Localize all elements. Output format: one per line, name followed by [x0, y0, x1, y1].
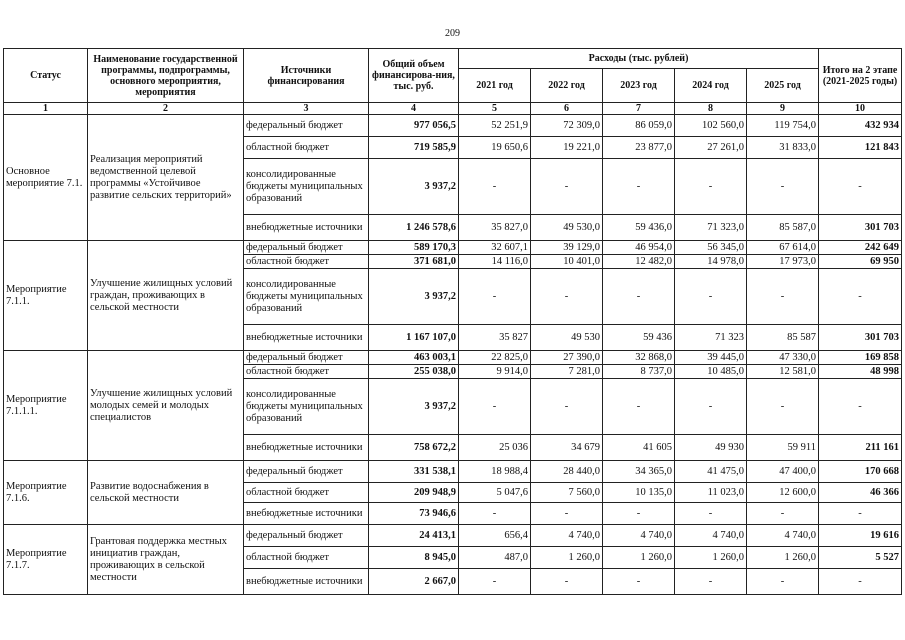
column-number: 5 [459, 103, 531, 115]
itogo-cell: 170 668 [819, 461, 902, 483]
column-number: 4 [369, 103, 459, 115]
program-name-cell: Улучшение жилищных условий молодых семей и молодых специалистов [88, 351, 244, 461]
column-number: 2 [88, 103, 244, 115]
source-cell: федеральный бюджет [244, 461, 369, 483]
year-value-cell: 4 740,0 [675, 525, 747, 547]
column-number: 1 [4, 103, 88, 115]
total-cell: 977 056,5 [369, 115, 459, 137]
source-cell: областной бюджет [244, 255, 369, 269]
year-value-cell: 11 023,0 [675, 483, 747, 503]
status-cell: Мероприятие 7.1.1.1. [4, 351, 88, 461]
year-value-cell: - [459, 569, 531, 595]
year-value-cell: - [531, 269, 603, 325]
year-value-cell: 1 260,0 [531, 547, 603, 569]
year-value-cell: - [459, 503, 531, 525]
year-value-cell: 31 833,0 [747, 137, 819, 159]
year-value-cell: - [747, 569, 819, 595]
table-row [4, 461, 902, 483]
year-value-cell: 4 740,0 [747, 525, 819, 547]
source-cell: внебюджетные источники [244, 435, 369, 461]
year-value-cell: 59 436,0 [603, 215, 675, 241]
year-value-cell: 49 530,0 [531, 215, 603, 241]
total-cell: 8 945,0 [369, 547, 459, 569]
year-value-cell: 71 323 [675, 325, 747, 351]
year-value-cell: - [675, 503, 747, 525]
table-row [4, 525, 902, 547]
header-itogo: Итого на 2 этапе (2021-2025 годы) [819, 49, 902, 103]
year-value-cell: 39 445,0 [675, 351, 747, 365]
itogo-cell: - [819, 269, 902, 325]
total-cell: 255 038,0 [369, 365, 459, 379]
year-value-cell: 32 868,0 [603, 351, 675, 365]
itogo-cell: - [819, 503, 902, 525]
year-value-cell: - [603, 269, 675, 325]
financing-table [3, 48, 902, 595]
itogo-cell: 432 934 [819, 115, 902, 137]
year-value-cell: - [603, 159, 675, 215]
year-value-cell: 18 988,4 [459, 461, 531, 483]
year-value-cell: 59 911 [747, 435, 819, 461]
column-number: 6 [531, 103, 603, 115]
year-value-cell: 71 323,0 [675, 215, 747, 241]
column-number: 9 [747, 103, 819, 115]
total-cell: 371 681,0 [369, 255, 459, 269]
year-value-cell: 49 930 [675, 435, 747, 461]
year-value-cell: 49 530 [531, 325, 603, 351]
year-value-cell: 19 650,6 [459, 137, 531, 159]
program-name-cell: Развитие водоснабжения в сельской местности [88, 461, 244, 525]
total-cell: 719 585,9 [369, 137, 459, 159]
itogo-cell: 19 616 [819, 525, 902, 547]
source-cell: областной бюджет [244, 137, 369, 159]
year-value-cell: 35 827 [459, 325, 531, 351]
year-value-cell: 10 401,0 [531, 255, 603, 269]
total-cell: 1 246 578,6 [369, 215, 459, 241]
itogo-cell: 121 843 [819, 137, 902, 159]
year-value-cell: - [459, 159, 531, 215]
year-value-cell: 10 485,0 [675, 365, 747, 379]
year-value-cell: 86 059,0 [603, 115, 675, 137]
source-cell: федеральный бюджет [244, 351, 369, 365]
total-cell: 73 946,6 [369, 503, 459, 525]
year-value-cell: 46 954,0 [603, 241, 675, 255]
itogo-cell: 242 649 [819, 241, 902, 255]
total-cell: 3 937,2 [369, 379, 459, 435]
year-value-cell: 47 400,0 [747, 461, 819, 483]
year-value-cell: 14 116,0 [459, 255, 531, 269]
itogo-cell: 48 998 [819, 365, 902, 379]
year-value-cell: 85 587,0 [747, 215, 819, 241]
column-number: 7 [603, 103, 675, 115]
itogo-cell: 211 161 [819, 435, 902, 461]
year-value-cell: 41 475,0 [675, 461, 747, 483]
year-value-cell: 7 281,0 [531, 365, 603, 379]
year-value-cell: 102 560,0 [675, 115, 747, 137]
total-cell: 3 937,2 [369, 269, 459, 325]
year-value-cell: - [531, 503, 603, 525]
source-cell: внебюджетные источники [244, 215, 369, 241]
header-total: Общий объем финансирова-ния, тыс. руб. [369, 49, 459, 103]
source-cell: внебюджетные источники [244, 569, 369, 595]
total-cell: 1 167 107,0 [369, 325, 459, 351]
year-value-cell: 14 978,0 [675, 255, 747, 269]
source-cell: консолидированные бюджеты муниципальных образований [244, 379, 369, 435]
column-number: 8 [675, 103, 747, 115]
year-value-cell: - [747, 379, 819, 435]
year-value-cell: - [603, 569, 675, 595]
program-name-cell: Улучшение жилищных условий граждан, проживающих в сельской местности [88, 241, 244, 351]
year-value-cell: 4 740,0 [531, 525, 603, 547]
year-value-cell: 28 440,0 [531, 461, 603, 483]
table-row [4, 351, 902, 365]
total-cell: 758 672,2 [369, 435, 459, 461]
year-value-cell: - [675, 569, 747, 595]
header-year: 2021 год [459, 69, 531, 103]
column-numbers-row [4, 103, 902, 115]
total-cell: 2 667,0 [369, 569, 459, 595]
itogo-cell: 46 366 [819, 483, 902, 503]
header-year: 2024 год [675, 69, 747, 103]
year-value-cell: - [675, 379, 747, 435]
year-value-cell: - [531, 569, 603, 595]
column-number: 3 [244, 103, 369, 115]
year-value-cell: - [603, 379, 675, 435]
table-row [4, 241, 902, 255]
total-cell: 24 413,1 [369, 525, 459, 547]
status-cell: Основное мероприятие 7.1. [4, 115, 88, 241]
year-value-cell: 34 679 [531, 435, 603, 461]
column-number: 10 [819, 103, 902, 115]
year-value-cell: 1 260,0 [603, 547, 675, 569]
page-number: 209 [445, 28, 460, 39]
year-value-cell: 59 436 [603, 325, 675, 351]
status-cell: Мероприятие 7.1.6. [4, 461, 88, 525]
status-cell: Мероприятие 7.1.7. [4, 525, 88, 595]
year-value-cell: 39 129,0 [531, 241, 603, 255]
source-cell: внебюджетные источники [244, 325, 369, 351]
itogo-cell: 5 527 [819, 547, 902, 569]
year-value-cell: 17 973,0 [747, 255, 819, 269]
source-cell: областной бюджет [244, 483, 369, 503]
year-value-cell: 487,0 [459, 547, 531, 569]
total-cell: 209 948,9 [369, 483, 459, 503]
year-value-cell: 9 914,0 [459, 365, 531, 379]
status-cell: Мероприятие 7.1.1. [4, 241, 88, 351]
program-name-cell: Грантовая поддержка местных инициатив граждан, проживающих в сельской местности [88, 525, 244, 595]
source-cell: внебюджетные источники [244, 503, 369, 525]
year-value-cell: 19 221,0 [531, 137, 603, 159]
year-value-cell: 25 036 [459, 435, 531, 461]
year-value-cell: - [459, 379, 531, 435]
header-year: 2023 год [603, 69, 675, 103]
itogo-cell: 301 703 [819, 325, 902, 351]
year-value-cell: 72 309,0 [531, 115, 603, 137]
year-value-cell: 4 740,0 [603, 525, 675, 547]
year-value-cell: 67 614,0 [747, 241, 819, 255]
source-cell: областной бюджет [244, 365, 369, 379]
year-value-cell: 32 607,1 [459, 241, 531, 255]
year-value-cell: 1 260,0 [675, 547, 747, 569]
source-cell: консолидированные бюджеты муниципальных образований [244, 269, 369, 325]
header-name: Наименование государственной программы, подпрограммы, основного мероприятия, мероприятия [88, 49, 244, 103]
year-value-cell: - [675, 269, 747, 325]
header-year: 2022 год [531, 69, 603, 103]
year-value-cell: 12 581,0 [747, 365, 819, 379]
total-cell: 3 937,2 [369, 159, 459, 215]
year-value-cell: 8 737,0 [603, 365, 675, 379]
year-value-cell: - [747, 269, 819, 325]
year-value-cell: - [747, 503, 819, 525]
total-cell: 463 003,1 [369, 351, 459, 365]
year-value-cell: 12 482,0 [603, 255, 675, 269]
year-value-cell: 52 251,9 [459, 115, 531, 137]
year-value-cell: 7 560,0 [531, 483, 603, 503]
year-value-cell: 22 825,0 [459, 351, 531, 365]
source-cell: федеральный бюджет [244, 115, 369, 137]
header-expenses: Расходы (тыс. рублей) [459, 49, 819, 69]
itogo-cell: - [819, 569, 902, 595]
year-value-cell: 27 261,0 [675, 137, 747, 159]
year-value-cell: 12 600,0 [747, 483, 819, 503]
header-source: Источники финансирования [244, 49, 369, 103]
year-value-cell: 56 345,0 [675, 241, 747, 255]
itogo-cell: 301 703 [819, 215, 902, 241]
source-cell: федеральный бюджет [244, 525, 369, 547]
year-value-cell: 34 365,0 [603, 461, 675, 483]
itogo-cell: - [819, 379, 902, 435]
header-year: 2025 год [747, 69, 819, 103]
year-value-cell: - [747, 159, 819, 215]
year-value-cell: 35 827,0 [459, 215, 531, 241]
program-name-cell: Реализация мероприятий ведомственной целевой программы «Устойчивое развитие сельских территорий» [88, 115, 244, 241]
total-cell: 331 538,1 [369, 461, 459, 483]
year-value-cell: 656,4 [459, 525, 531, 547]
year-value-cell: - [603, 503, 675, 525]
year-value-cell: 10 135,0 [603, 483, 675, 503]
year-value-cell: 23 877,0 [603, 137, 675, 159]
year-value-cell: 1 260,0 [747, 547, 819, 569]
year-value-cell: 47 330,0 [747, 351, 819, 365]
year-value-cell: 27 390,0 [531, 351, 603, 365]
source-cell: консолидированные бюджеты муниципальных образований [244, 159, 369, 215]
year-value-cell: - [459, 269, 531, 325]
itogo-cell: 169 858 [819, 351, 902, 365]
itogo-cell: 69 950 [819, 255, 902, 269]
year-value-cell: 41 605 [603, 435, 675, 461]
year-value-cell: - [531, 379, 603, 435]
table-row [4, 115, 902, 137]
source-cell: федеральный бюджет [244, 241, 369, 255]
year-value-cell: 85 587 [747, 325, 819, 351]
year-value-cell: - [675, 159, 747, 215]
year-value-cell: - [531, 159, 603, 215]
table-body [4, 115, 902, 595]
itogo-cell: - [819, 159, 902, 215]
year-value-cell: 5 047,6 [459, 483, 531, 503]
source-cell: областной бюджет [244, 547, 369, 569]
header-status: Статус [4, 49, 88, 103]
year-value-cell: 119 754,0 [747, 115, 819, 137]
total-cell: 589 170,3 [369, 241, 459, 255]
